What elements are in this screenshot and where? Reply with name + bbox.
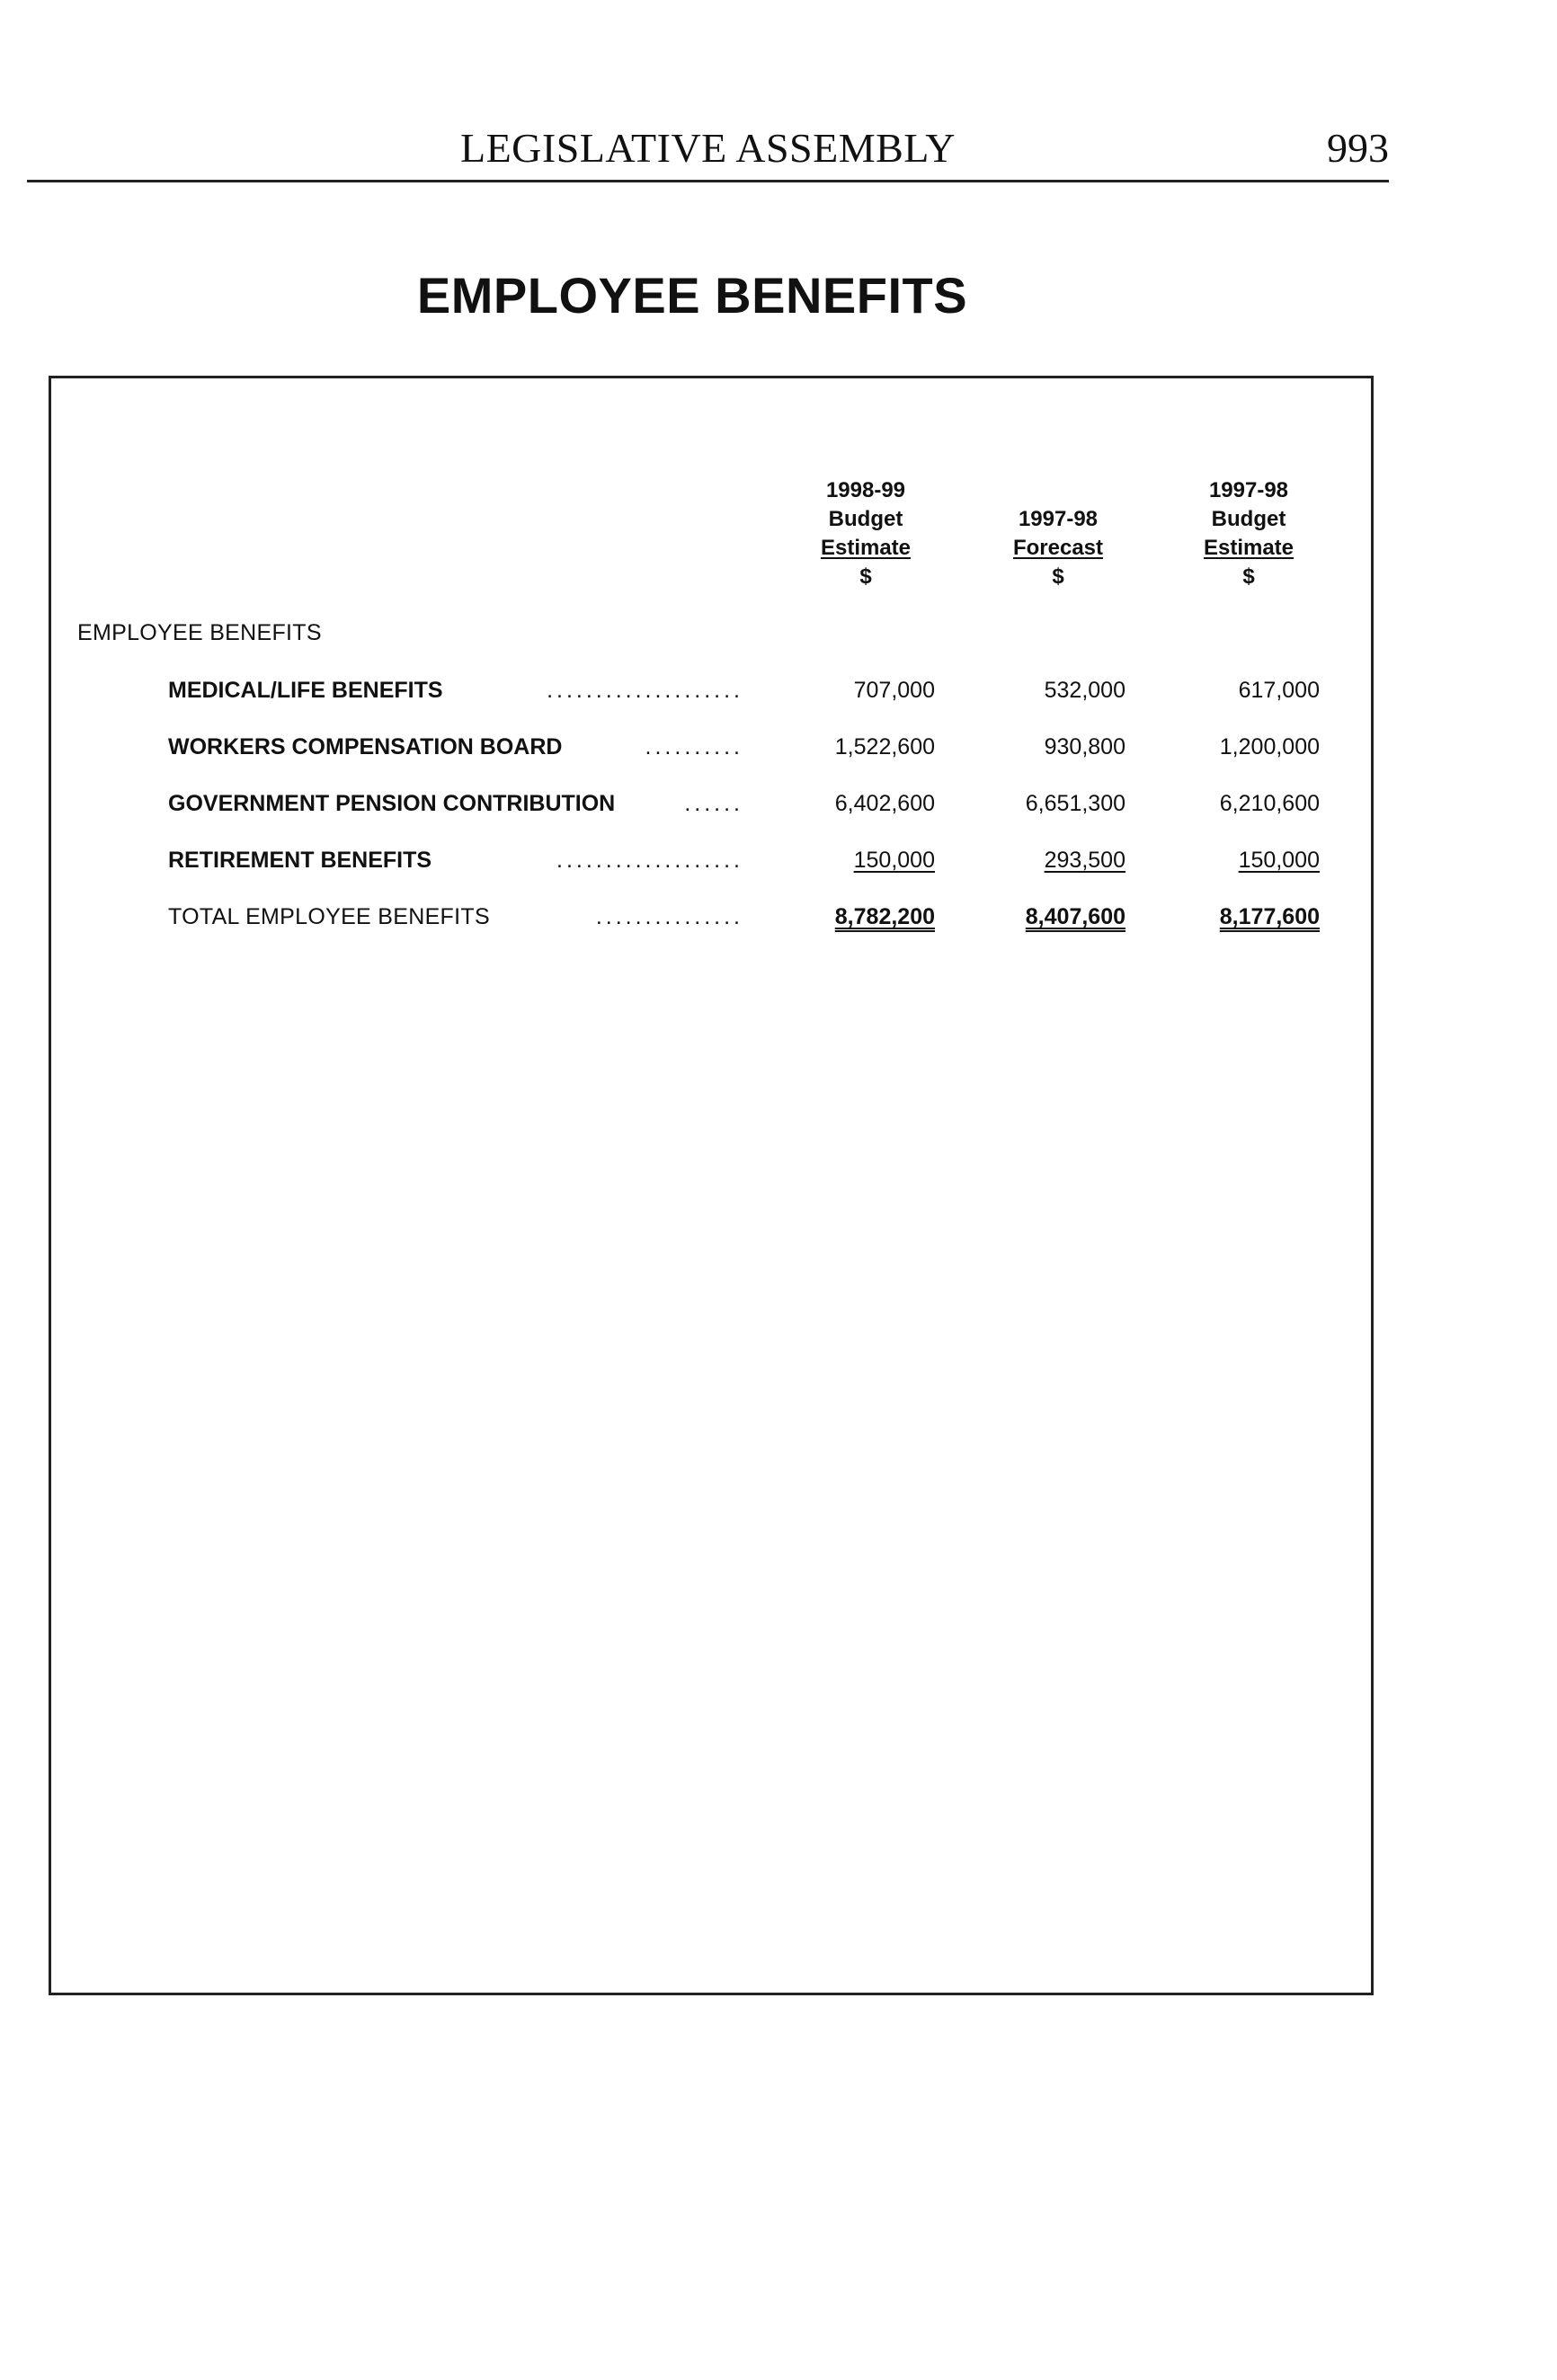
total-1997-98-forecast: 8,407,600 [1025,904,1125,929]
column-header-line3: Estimate [1203,536,1295,560]
section-label: EMPLOYEE BENEFITS [77,620,322,645]
column-header-unit: $ [1242,564,1255,589]
table-row [0,791,1384,827]
value-1998-99-budget: 1,522,600 [834,734,935,759]
value-1997-98-forecast: 293,500 [1044,848,1125,873]
leader-dots: .................... [547,678,743,703]
column-header-year: 1998-99 [825,478,906,502]
leader-dots: ................... [556,848,743,873]
total-row [0,904,1384,940]
table-frame [49,376,1374,1995]
value-1997-98-forecast: 930,800 [1044,734,1125,759]
table-row [0,734,1384,770]
column-header-unit: $ [859,564,872,589]
running-header-title: LEGISLATIVE ASSEMBLY [459,125,956,171]
total-label: TOTAL EMPLOYEE BENEFITS [168,904,490,929]
row-label: MEDICAL/LIFE BENEFITS [168,678,443,703]
page-number: 993 [1327,125,1389,171]
table-row [0,678,1384,714]
document-title: EMPLOYEE BENEFITS [416,267,968,324]
value-1997-98-budget: 1,200,000 [1219,734,1320,759]
leader-dots: ...... [684,791,743,816]
column-header-line2: Budget [1211,507,1286,531]
table-row [0,848,1384,884]
value-1997-98-budget: 6,210,600 [1219,791,1320,816]
column-header-year: 1997-98 [1208,478,1289,502]
row-label: WORKERS COMPENSATION BOARD [168,734,563,759]
column-header-year [950,476,1166,505]
leader-dots: ............... [595,904,743,929]
value-1997-98-forecast: 532,000 [1044,678,1125,703]
row-label: GOVERNMENT PENSION CONTRIBUTION [168,791,616,816]
value-1998-99-budget: 707,000 [853,678,935,703]
column-header-line2: Budget [828,507,903,531]
column-header-unit: $ [1052,564,1064,589]
total-1997-98-budget: 8,177,600 [1219,904,1320,929]
column-header-line3: Forecast [1012,536,1104,560]
value-1997-98-budget: 617,000 [1238,678,1320,703]
total-1998-99-budget: 8,782,200 [834,904,935,929]
value-1998-99-budget: 150,000 [853,848,935,873]
value-1997-98-forecast: 6,651,300 [1025,791,1125,816]
value-1997-98-budget: 150,000 [1238,848,1320,873]
column-header-1998-99-budget [758,476,974,591]
column-header-1997-98-budget [1141,476,1357,591]
row-label: RETIREMENT BENEFITS [168,848,432,873]
column-header-line2: 1997-98 [1018,507,1099,531]
column-header-1997-98-forecast [950,476,1166,591]
value-1998-99-budget: 6,402,600 [834,791,935,816]
page-header [27,124,1389,182]
leader-dots: .......... [645,734,743,759]
column-header-line3: Estimate [820,536,912,560]
